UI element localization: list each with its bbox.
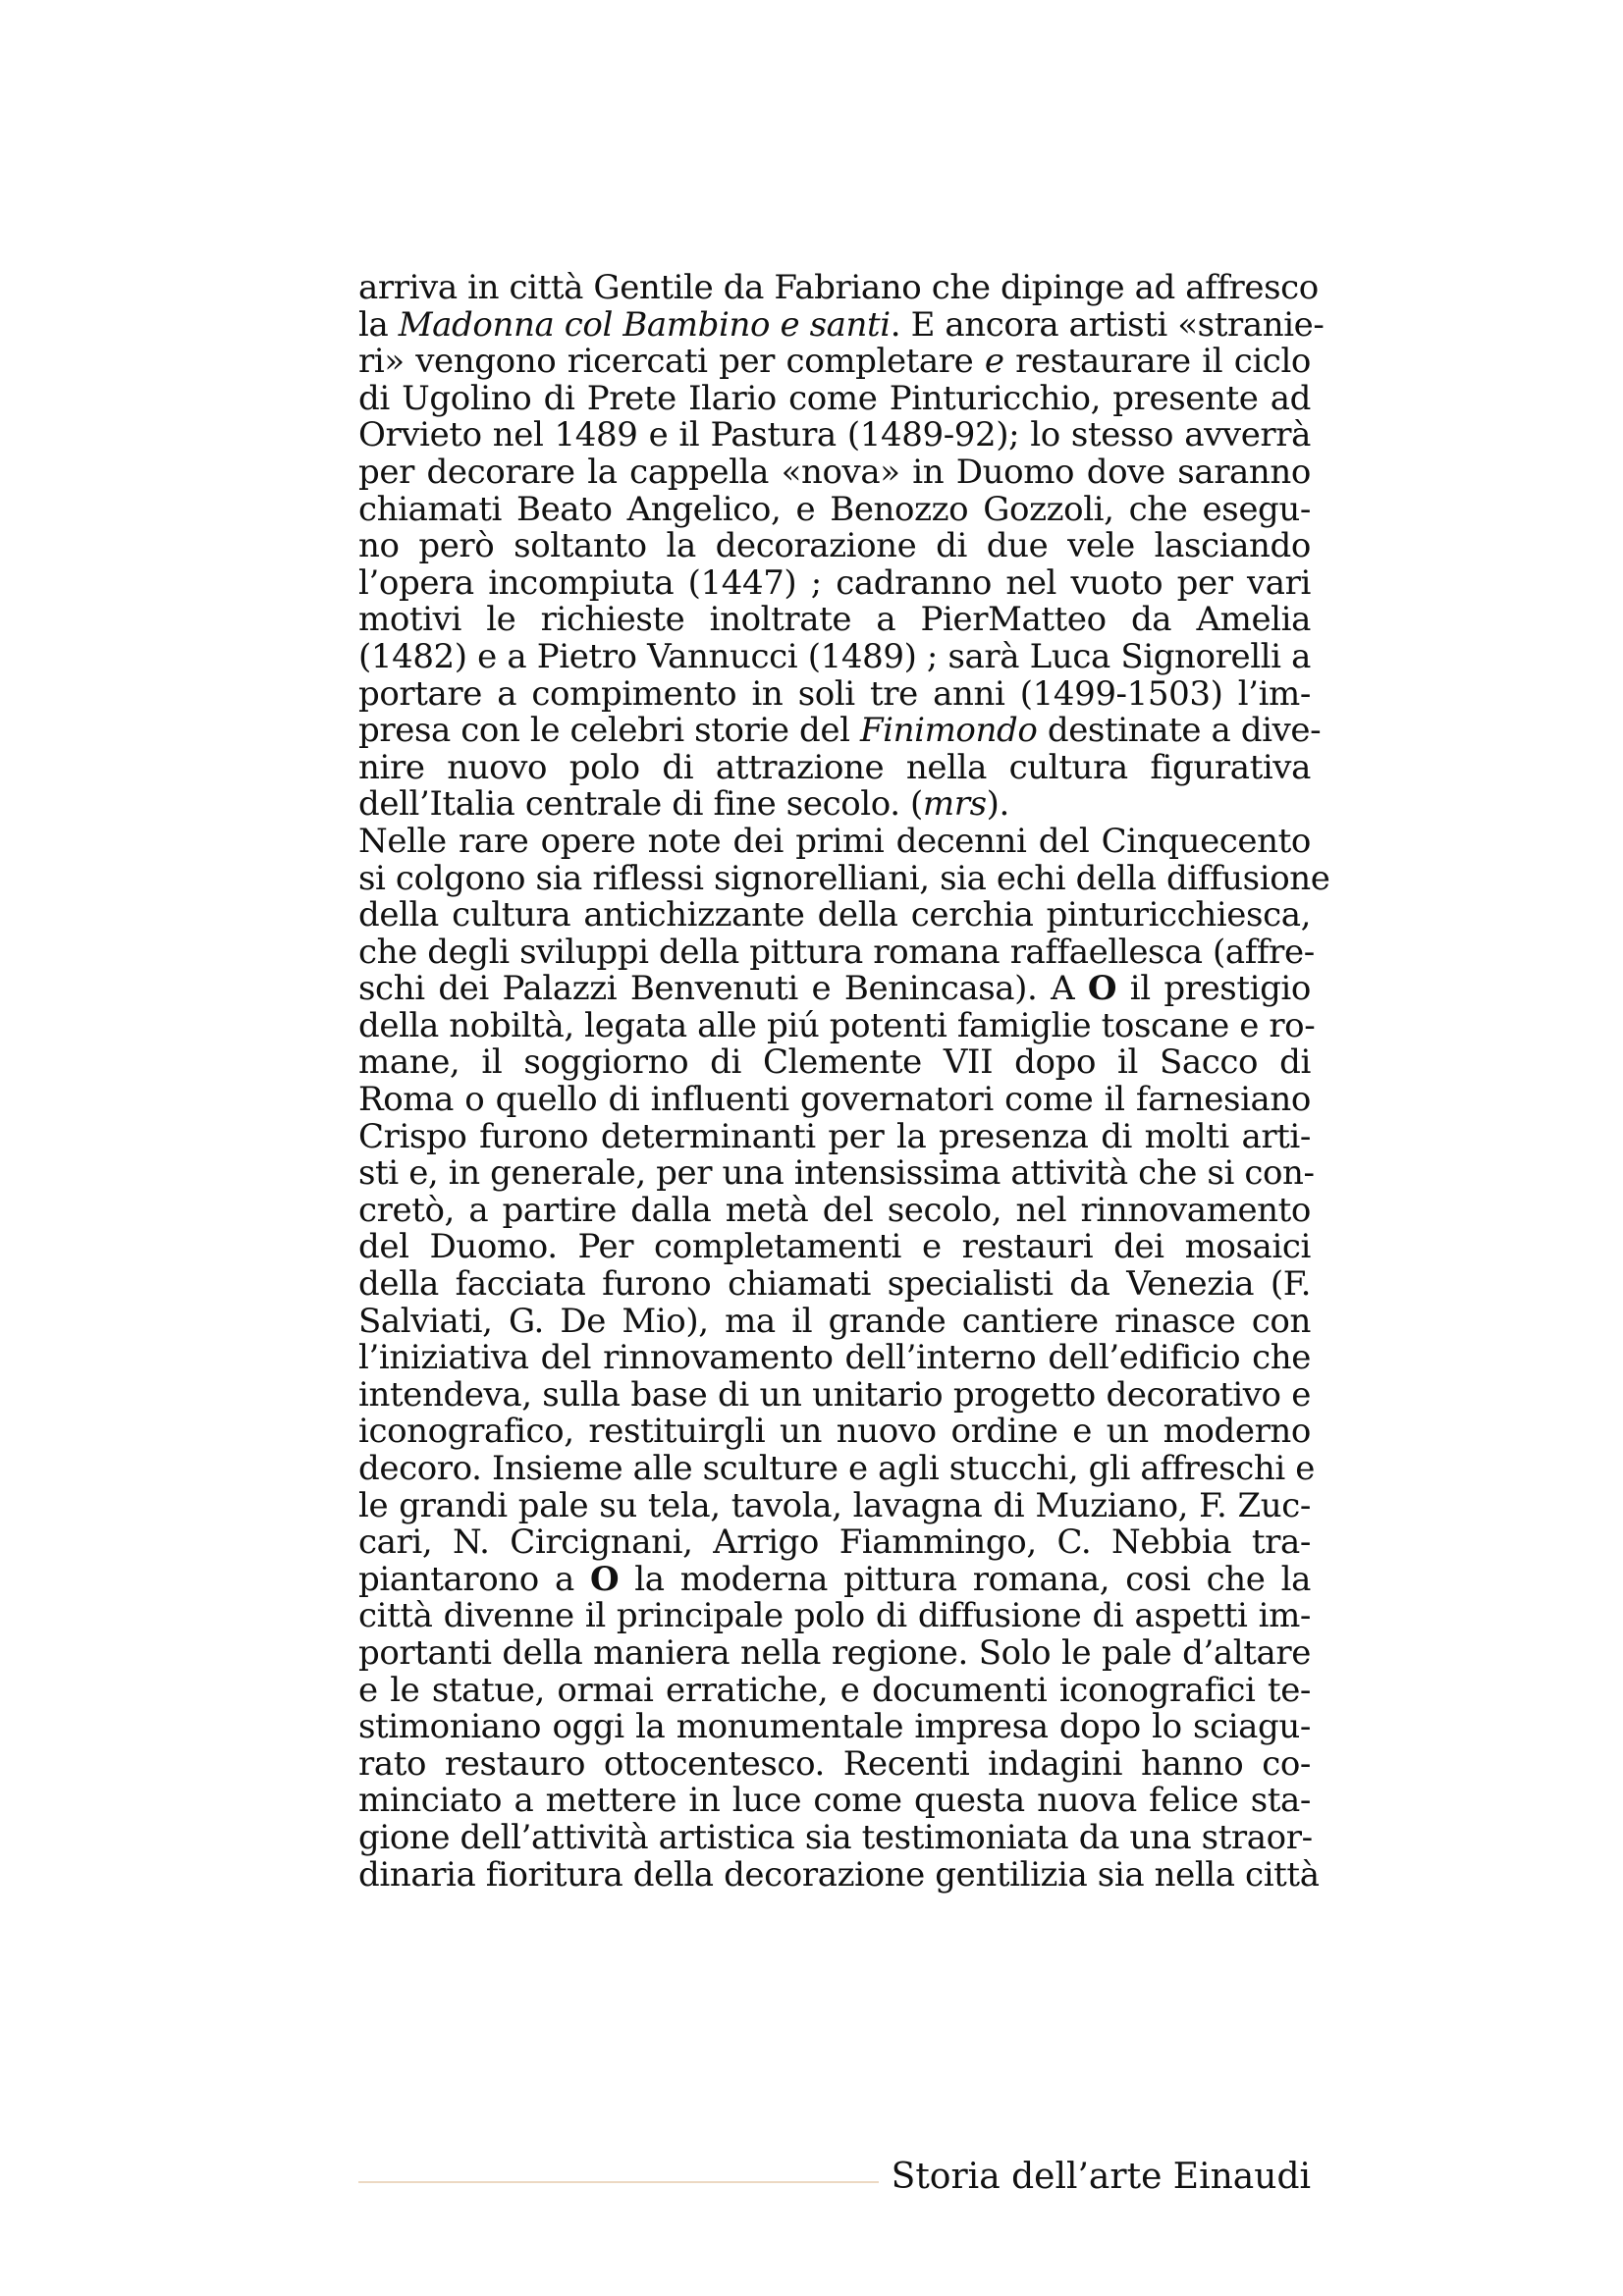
text-line [358,489,1311,529]
text-line [358,971,1311,1008]
text-line [358,858,1330,898]
text-run: il prestigio [1116,969,1311,1009]
text-run: città divenne il principale polo di diffusione di aspetti im- [358,1596,1311,1636]
text-run: di Ugolino di Prete Ilario come Pinturicchio, presente ad [358,378,1311,418]
text-line [358,1598,1311,1635]
footer-title: Storia dell’arte Einaudi [891,2157,1311,2197]
italic-run: e [984,342,1004,382]
text-run: ). [986,784,1009,825]
text-line [358,932,1315,972]
text-run: minciato a mettere in luce come questa nuova felice sta- [358,1781,1311,1821]
text-run: (1482) e a Pietro Vannucci (1489) ; sarà Luca Signorelli a [358,636,1311,676]
text-run: stimoniano oggi la monumentale impresa dopo lo sciagu- [358,1707,1311,1747]
text-run: mane, il soggiorno di Clemente VII dopo il Sacco di [358,1042,1311,1083]
text-line [358,1116,1311,1156]
text-line [358,711,1322,751]
text-line [358,1817,1313,1857]
text-line [358,673,1311,714]
text-line [358,1524,1311,1562]
italic-run: mrs [922,784,987,825]
text-run: presa con le celebri storie del [358,711,860,751]
text-run: cari, N. Circignani, Arrigo Fiammingo, C. Nebbia tra- [358,1522,1311,1563]
text-run: gione dell’attività artistica sia testimoniata da una straor- [358,1817,1313,1857]
text-run: della cultura antichizzante della cerchia pinturicchiesca, [358,895,1311,935]
bold-run: O [589,1559,620,1599]
page-body [358,268,1330,1895]
text-run: portare a compimento in soli tre anni (1499-1503) l’im- [358,673,1311,714]
text-line [358,1559,1311,1599]
text-run: iconografico, restituirgli un nuovo ordine e un moderno [358,1412,1311,1452]
text-run: arriva in città Gentile da Fabriano che dipinge ad affresco [358,268,1319,307]
text-run: schi dei Palazzi Benvenuti e Benincasa). A [358,969,1088,1009]
text-line [358,1414,1311,1451]
text-line [358,417,1311,454]
text-run: che degli sviluppi della pittura romana raffaellesca (affre- [358,932,1315,972]
text-run: nire nuovo polo di attrazione nella cultura figurativa [358,747,1311,787]
text-line [358,1632,1311,1673]
text-run: dinaria fioritura della decorazione gentilizia sia nella città [358,1854,1320,1895]
text-line [358,786,1311,824]
footer-rule [358,2181,879,2183]
text-line [358,1190,1311,1230]
text-line [358,636,1311,676]
text-run: destinate a dive- [1037,711,1322,751]
text-run: del Duomo. Per completamenti e restauri dei mosaici [358,1227,1311,1267]
text-run: e le statue, ormai erratiche, e documenti iconografici te- [358,1670,1311,1710]
text-line [358,897,1311,934]
text-run: dell’Italia centrale di fine secolo. ( [358,784,923,825]
text-run: si colgono sia riflessi signorelliani, sia echi della diffusione [358,858,1330,898]
text-line [358,1301,1311,1341]
text-run: Nelle rare opere note dei primi decenni del Cinquecento [358,821,1311,861]
text-line [358,1229,1311,1266]
text-line [358,1374,1311,1415]
text-run: l’opera incompiuta (1447) ; cadranno nel vuoto per vari [358,562,1311,603]
text-run: Roma o quello di influenti governatori come il farnesiano [358,1080,1311,1120]
text-run: per decorare la cappella «nova» in Duomo dove saranno [358,452,1311,492]
text-line [358,562,1311,603]
text-line [358,1485,1311,1525]
text-line [358,1854,1320,1895]
text-run: no però soltanto la decorazione di due vele lasciando [358,526,1311,566]
text-line [358,268,1319,307]
text-line [358,747,1311,787]
text-line [358,1044,1311,1082]
text-run: sti e, in generale, per una intensissima attività che si con- [358,1153,1315,1194]
text-line [358,1266,1311,1304]
text-line [358,1709,1311,1746]
italic-run: Madonna col Bambino e santi [398,304,891,345]
text-line [358,821,1311,861]
text-run: la moderna pittura romana, cosi che la [619,1559,1311,1599]
text-run: piantarono a [358,1559,590,1599]
text-line [358,378,1311,418]
text-line [358,454,1311,492]
text-run: la [358,304,399,345]
text-run: restaurare il ciclo [1003,342,1311,382]
text-run: . E ancora artisti «stranie- [890,304,1325,345]
text-line [358,1743,1311,1784]
text-run: Salviati, G. De Mio), ma il grande cantiere rinasce con [358,1301,1311,1341]
text-run: della nobiltà, legata alle piú potenti famiglie toscane e ro- [358,1005,1316,1045]
text-line [358,1153,1315,1194]
text-run: ri» vengono ricercati per completare [358,342,985,382]
text-run: chiamati Beato Angelico, e Benozzo Gozzoli, che esegu- [358,489,1311,529]
text-run: l’iniziativa del rinnovamento dell’interno dell’edificio che [358,1338,1311,1378]
text-line [358,1783,1311,1820]
text-line [358,1670,1311,1710]
text-run: Orvieto nel 1489 e il Pastura (1489-92); lo stesso avverrà [358,415,1311,455]
text-run: cretò, a partire dalla metà del secolo, nel rinnovamento [358,1190,1311,1230]
text-run: decoro. Insieme alle sculture e agli stucchi, gli affreschi e [358,1449,1315,1488]
text-line [358,304,1325,345]
text-run: Crispo furono determinanti per la presenza di molti arti- [358,1116,1311,1156]
text-line [358,602,1311,639]
text-run: intendeva, sulla base di un unitario progetto decorativo e [358,1374,1311,1415]
text-run: portanti della maniera nella regione. Solo le pale d’altare [358,1632,1311,1673]
text-line [358,528,1311,565]
text-run: rato restauro ottocentesco. Recenti indagini hanno co- [358,1743,1311,1784]
italic-run: Finimondo [859,711,1038,751]
text-line [358,1005,1316,1045]
text-run: motivi le richieste inoltrate a PierMatteo da Amelia [358,600,1311,640]
text-line [358,344,1311,381]
text-line [358,1082,1311,1119]
text-line [358,1449,1315,1488]
text-run: le grandi pale su tela, tavola, lavagna di Muziano, F. Zuc- [358,1485,1311,1525]
text-run: della facciata furono chiamati specialisti da Venezia (F. [358,1264,1311,1305]
text-line [358,1340,1311,1377]
bold-run: O [1087,969,1117,1009]
